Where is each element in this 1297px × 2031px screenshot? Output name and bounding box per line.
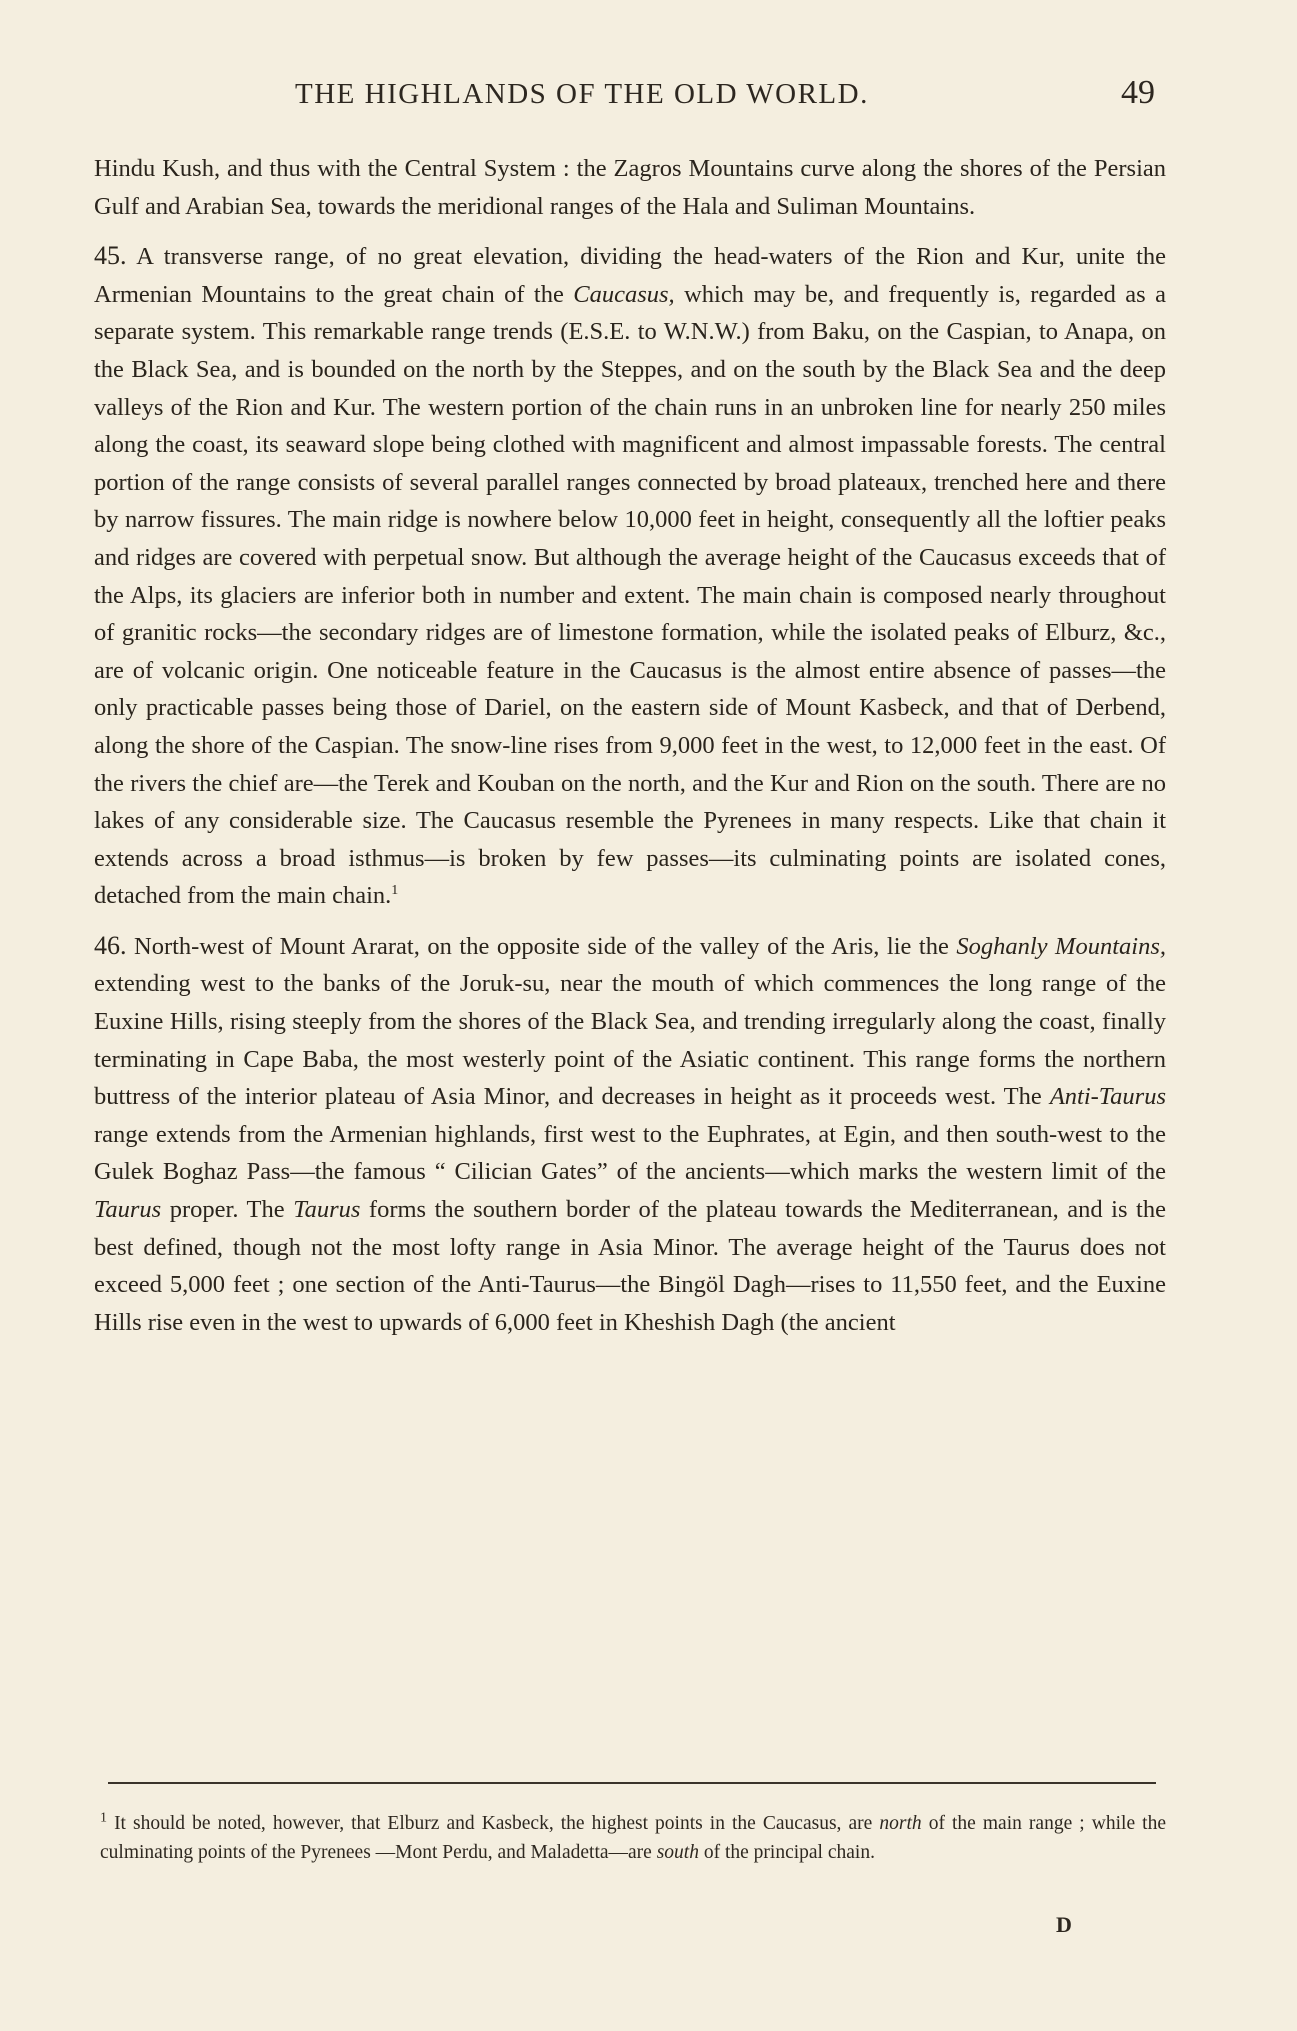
italic-term: south [656,1841,699,1863]
paragraph-text: A transverse range, of no great elevation, dividing the head-waters of the Rion and Kur, unite the Armenian Mountains to the great chain of the [94,243,1166,308]
running-title: THE HIGHLANDS OF THE OLD WORLD. [295,78,869,110]
italic-term: Taurus [293,1196,361,1224]
paragraph-continued [94,150,1166,225]
italic-term: north [879,1813,922,1834]
running-header [295,74,1155,128]
footnote-text: of the principal chain. [698,1841,875,1863]
paragraph-46 [94,927,1166,1342]
italic-term: Caucasus, [573,280,675,308]
signature-mark: D [1056,1912,1072,1937]
italic-term: Soghanly Mountains, [956,932,1166,960]
paragraph-text: forms the southern border of the plateau towards the Mediterranean, and is the best defined, though not the most lofty range in Asia Minor. The average height of the Taurus does not exceed 5,000 feet ; one section of the Anti-Taurus—the Bingöl Dagh—rises to 11,550 feet, and the Euxine Hills rise even in the west to upwards of 6,000 feet in Kheshish Dagh (the ancient [94,1196,1166,1336]
footnote-reference: 1 [391,883,399,899]
paragraph-text: which may be, and frequently is, regarded as a separate system. This remarkable range trends (E.S.E. to W.N.W.) from Baku, on the Caspian, to Anapa, on the Black Sea, and is bounded on the north by the Steppes, and on the south by the Black Sea and the deep valleys of the Rion and Kur. The western portion of the chain runs in an unbroken line for nearly 250 miles along the coast, its seaward slope being clothed with magnificent and almost impassable forests. The central portion of the range consists of several parallel ranges connected by broad plateaux, trenched here and there by narrow fissures. The main ridge is nowhere below 10,000 feet in height, consequently all the loftier peaks and ridges are covered with perpetual snow. But although the average height of the Caucasus exceeds that of the Alps, its glaciers are inferior both in number and extent. The main chain is composed nearly throughout of granitic rocks—the secondary ridges are of limestone formation, while the isolated peaks of Elburz, &c., are of volcanic origin. One noticeable feature in the Caucasus is the almost entire absence of passes—the only practicable passes being those of Dariel, on the eastern side of Mount Kasbeck, and that of Derbend, along the shore of the Caspian. The snow-line rises from 9,000 feet in the west, to 12,000 feet in the east. Of the rivers the chief are—the Terek and Kouban on the north, and the Kur and Rion on the south. There are no lakes of any considerable size. The Caucasus resemble the Pyrenees in many respects. Like that chain it extends across a broad isthmus—is broken by few passes—its culminating points are isolated cones, detached from the main chain. [94,280,1166,910]
paragraph-text: North-west of Mount Ararat, on the opposite side of the valley of the Aris, lie the [126,932,957,960]
paragraph-text: extending west to the banks of the Joruk-su, near the mouth of which commences the long range of the Euxine Hills, rising steeply from the shores of the Black Sea, and trending irregularly along the coast, finally terminating in Cape Baba, the most westerly point of the Asiatic continent. This range forms the northern buttress of the interior plateau of Asia Minor, and decreases in height as it proceeds west. The [94,970,1166,1111]
page-number: 49 [1121,74,1155,111]
paragraph-number: 45. [94,241,127,271]
paragraph-number: 46. [94,930,127,960]
italic-term: Anti-Taurus [1049,1083,1166,1111]
paragraph-text: Hindu Kush, and thus with the Central System : the Zagros Mountains curve along the shores of the Persian Gulf and Arabian Sea, towards the meridional ranges of the Hala and Suliman Mountains. [94,155,1166,220]
footnote-divider [108,1782,1156,1784]
paragraph-text: range extends from the Armenian highlands, first west to the Euphrates, at Egin, and then south-west to the Gulek Boghaz Pass—the famous “ Cilician Gates” of the ancients—which marks the western limit of the [94,1120,1166,1186]
footnote-mark: 1 [100,1810,107,1826]
italic-term: Taurus [94,1196,162,1224]
footnote-text: It should be noted, however, that Elburz and Kasbeck, the highest points in the Caucasus, are [107,1813,880,1834]
paragraph-45 [94,237,1166,915]
footnote [100,1810,1166,1867]
main-text [94,150,1166,1341]
footnote-text: of the main range ; while the culminating points of the Pyrenees —Mont Perdu, and Maladetta—are [100,1813,1166,1863]
paragraph-text: proper. The [161,1196,294,1224]
